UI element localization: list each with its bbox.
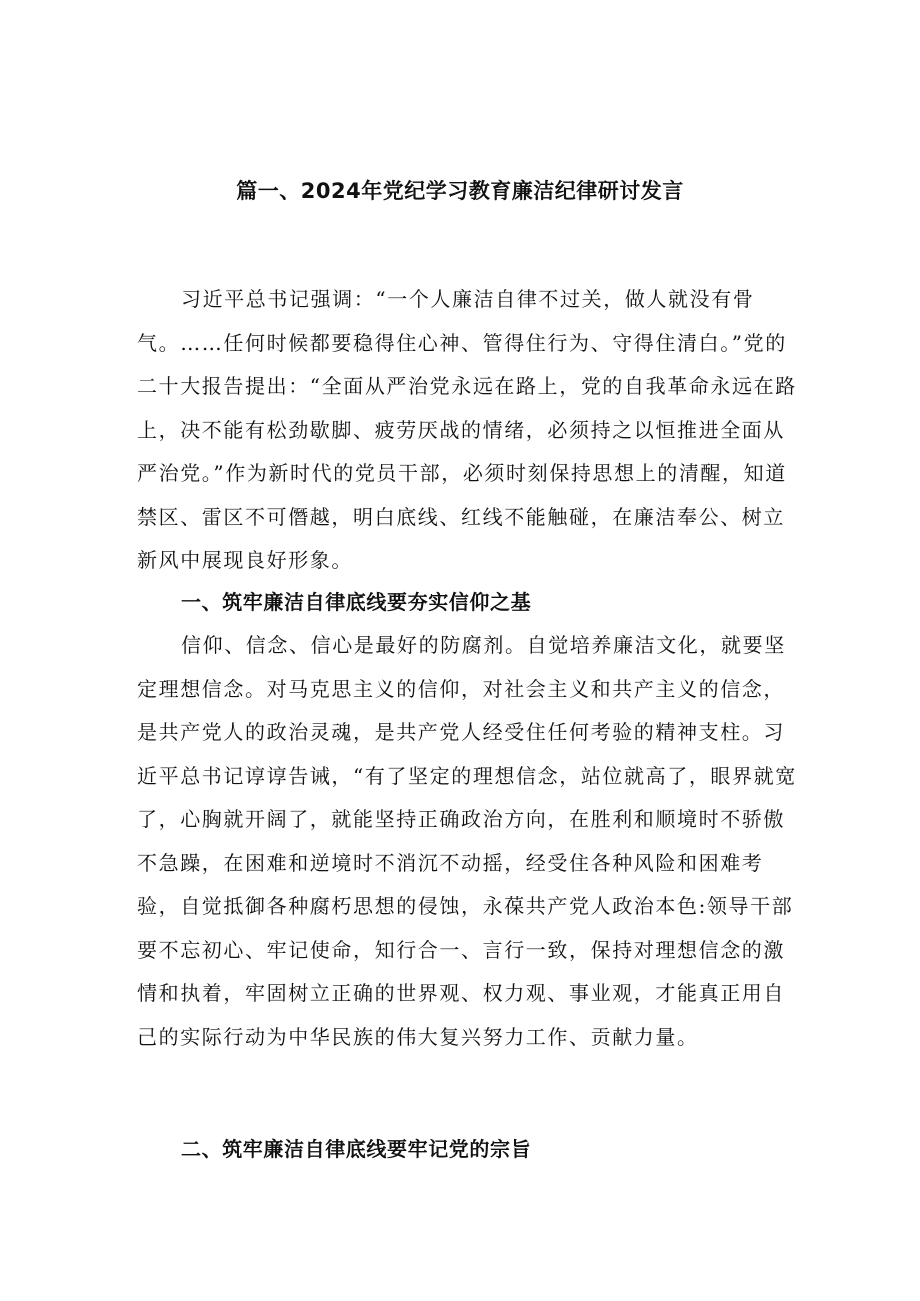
document-title: 篇一、2024年党纪学习教育廉洁纪律研讨发言 bbox=[236, 179, 684, 203]
paragraph-intro: 习近平总书记强调：“一个人廉洁自律不过关，做人就没有骨气。……任何时候都要稳得住心神、管得住行为、守得住清白。”党的二十大报告提出：“全面从严治党永远在路上，党的自我革命永远在路上，决不能有松劲歇脚、疲劳厌战的情绪，必须持之以恒推进全面从严治党。”作为新时代的党员干部，必须时刻保持思想上的清醒，知道禁区、雷区不可僭越，明白底线、红线不能触碰，在廉洁奉公、树立新风中展现良好形象。 bbox=[137, 287, 797, 572]
paragraph-section-1: 信仰、信念、信心是最好的防腐剂。自觉培养廉洁文化，就要坚定理想信念。对马克思主义的信仰，对社会主义和共产主义的信念，是共产党人的政治灵魂，是共产党人经受住任何考验的精神支柱。习近平总书记谆谆告诫，“有了坚定的理想信念，站位就高了，眼界就宽了，心胸就开阔了，就能坚持正确政治方向，在胜利和顺境时不骄傲不急躁，在困难和逆境时不消沉不动摇，经受住各种风险和困难考验，自觉抵御各种腐朽思想的侵蚀，永葆共产党人政治本色:领导干部要不忘初心、牢记使命，知行合一、言行一致，保持对理想信念的激情和执着，牢固树立正确的世界观、权力观、事业观，才能真正用自己的实际行动为中华民族的伟大复兴努力工作、贡献力量。 bbox=[137, 633, 797, 1049]
section-heading-2: 二、筑牢廉洁自律底线要牢记党的宗旨 bbox=[181, 1137, 532, 1161]
section-heading-1: 一、筑牢廉洁自律底线要夯实信仰之基 bbox=[181, 590, 532, 614]
